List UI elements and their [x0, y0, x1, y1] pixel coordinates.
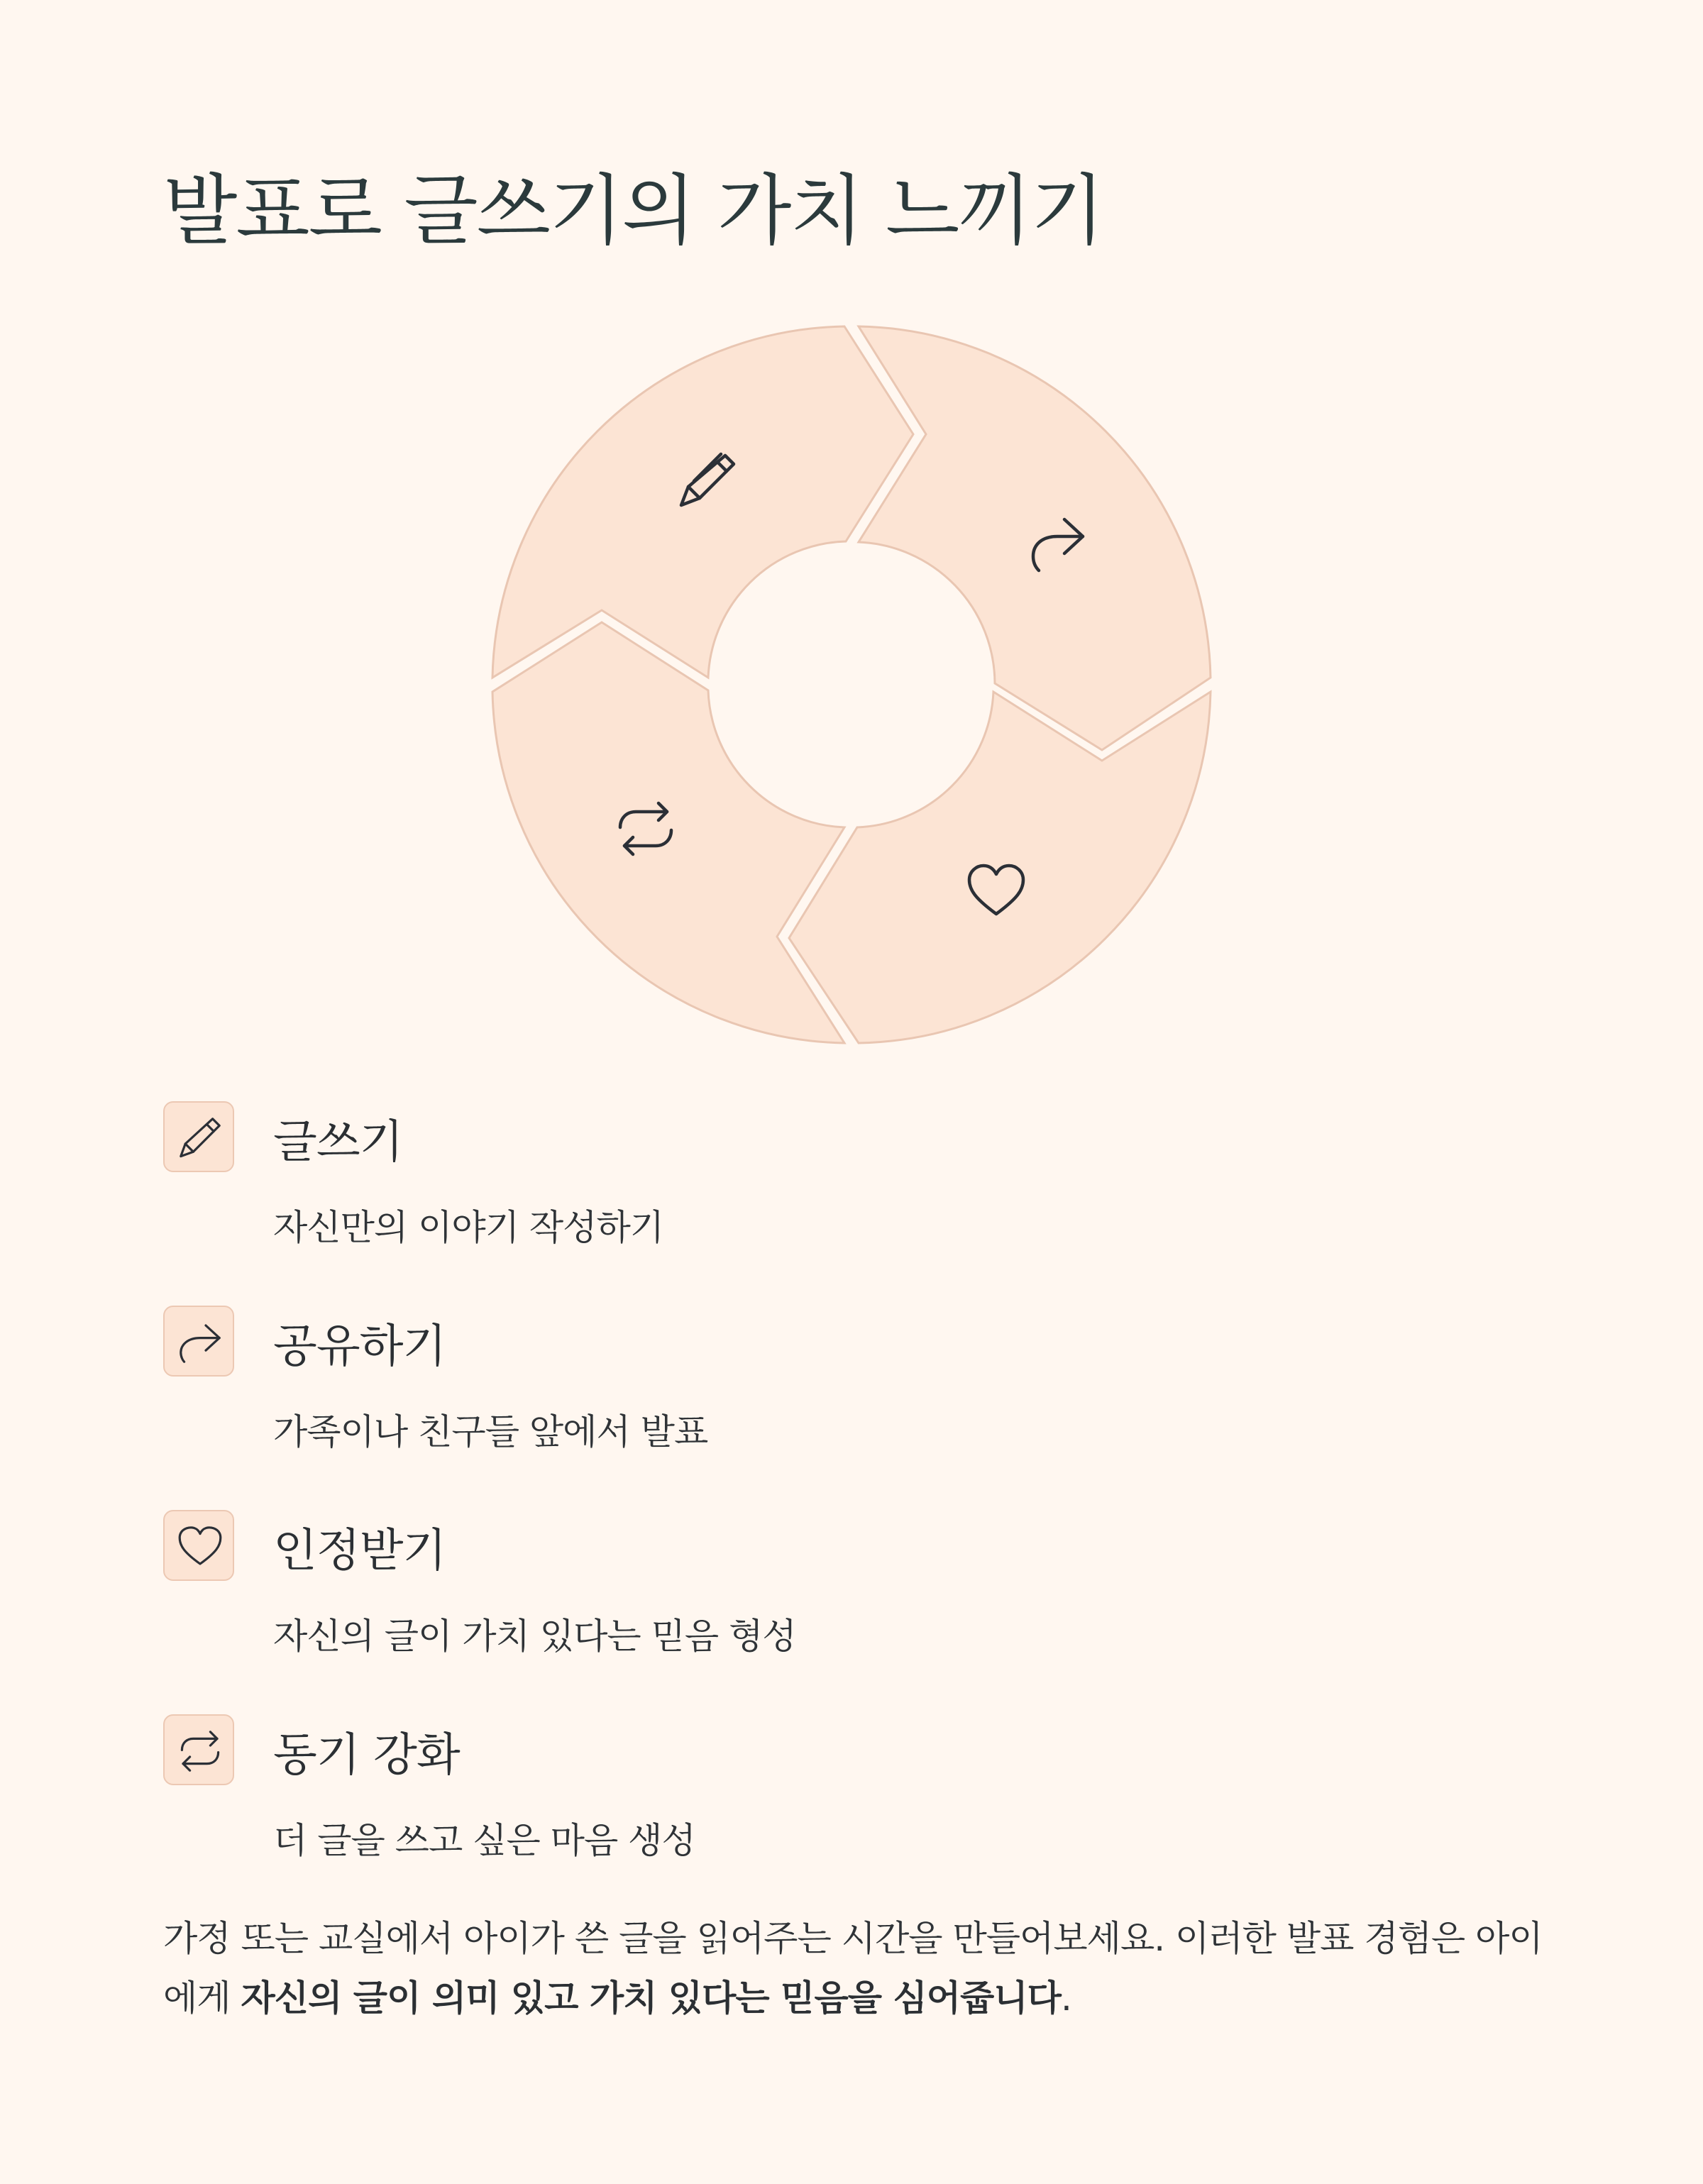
footer-paragraph [163, 1909, 1554, 2028]
pencil-icon [177, 1115, 223, 1161]
cycle-segment-motivation [492, 622, 844, 1043]
repeat-icon [177, 1728, 223, 1774]
share-arrow-icon [177, 1320, 223, 1365]
step-title: 글쓰기 [273, 1116, 403, 1169]
page-title: 발표로 글쓰기의 가치 느끼기 [163, 167, 1103, 255]
step-badge [163, 1714, 234, 1785]
footer-period: . [1060, 1978, 1071, 2019]
step-description: 더 글을 쓰고 싶은 마음 생성 [273, 1820, 695, 1861]
cycle-segment-writing [492, 326, 913, 678]
step-title: 동기 강화 [273, 1729, 460, 1782]
footer-emphasis: 자신의 글이 의미 있고 가치 있다는 믿음을 심어줍니다 [241, 1978, 1061, 2019]
cycle-segment-sharing [859, 326, 1211, 750]
heart-icon [177, 1524, 223, 1570]
footer-text: 가정 또는 교실에서 아이가 쓴 글을 읽어주는 시간을 만들어보세요. 이러한 발표 경험은 아이에게 [163, 1918, 1543, 2019]
step-description: 자신의 글이 가치 있다는 믿음 형성 [273, 1616, 796, 1657]
step-title: 인정받기 [273, 1525, 446, 1577]
step-item-recognition [163, 1510, 1511, 1680]
step-badge [163, 1101, 234, 1172]
step-badge [163, 1306, 234, 1377]
step-description: 자신만의 이야기 작성하기 [273, 1207, 664, 1248]
step-item-sharing [163, 1306, 1511, 1476]
step-item-motivation [163, 1714, 1511, 1885]
step-badge [163, 1510, 234, 1581]
step-item-writing [163, 1101, 1511, 1272]
step-title: 공유하기 [273, 1320, 446, 1373]
step-description: 가족이나 친구들 앞에서 발표 [273, 1411, 708, 1452]
